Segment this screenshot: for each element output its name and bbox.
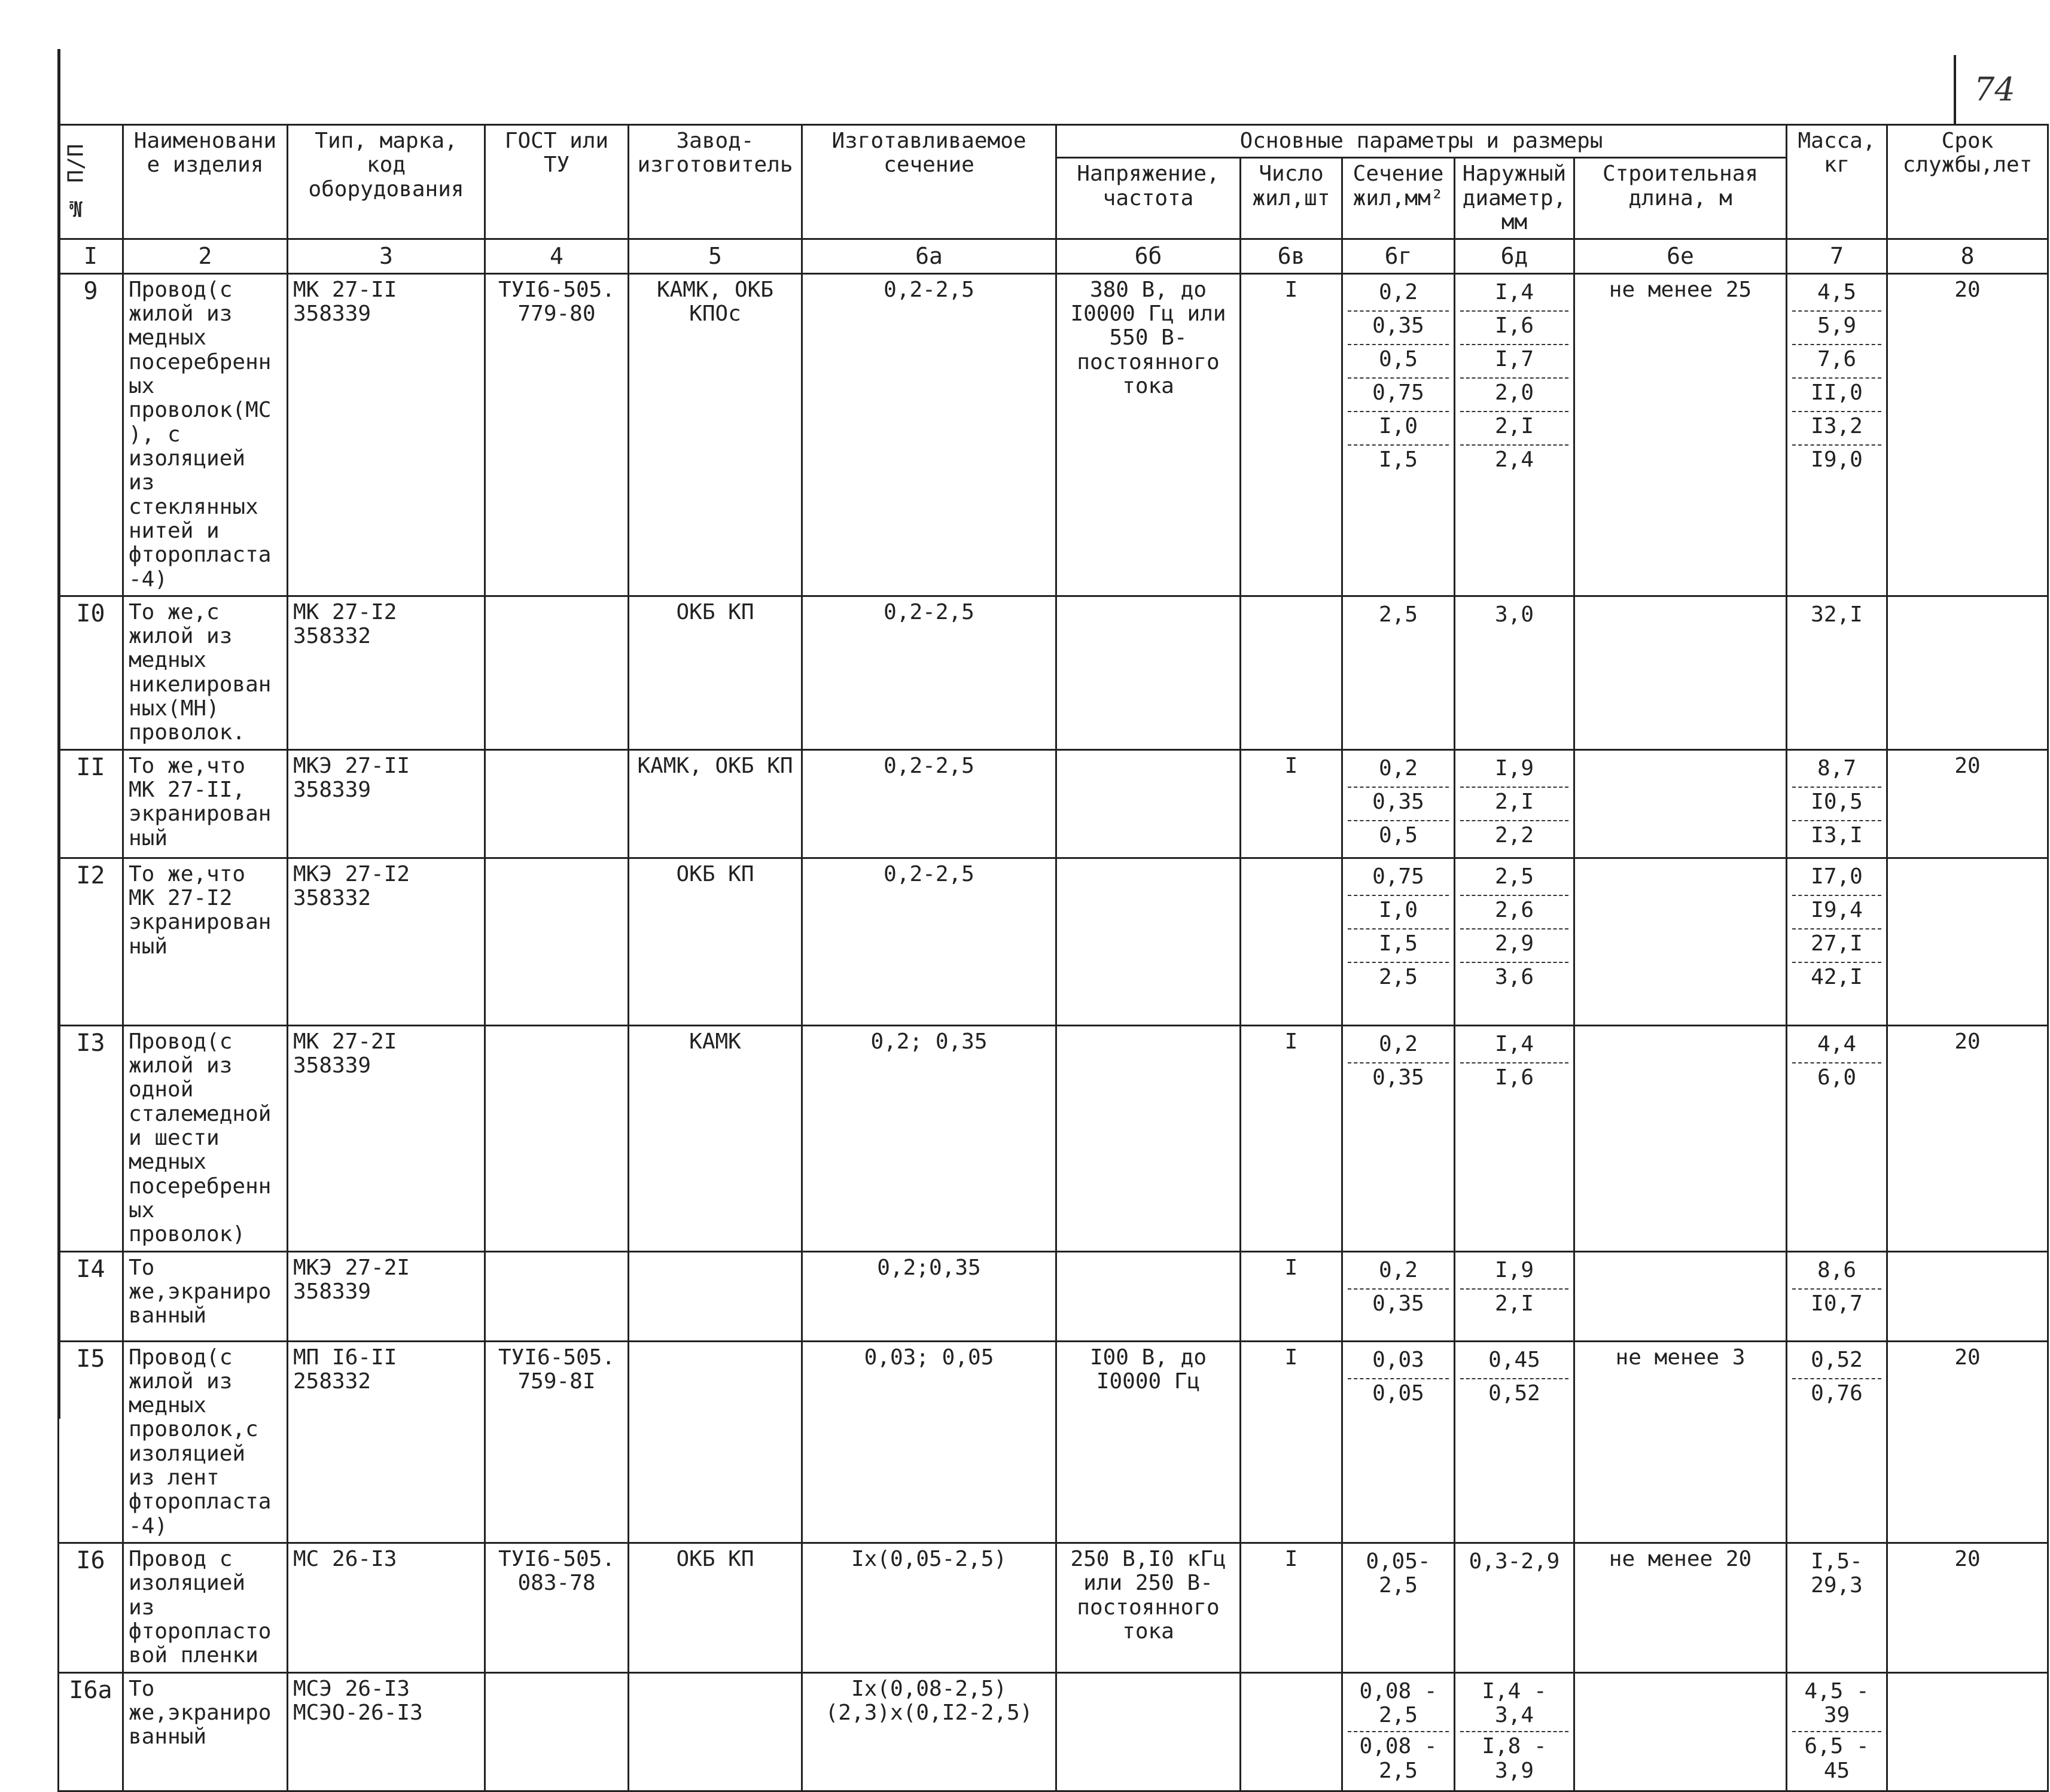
core-section-value: 0,75: [1348, 863, 1449, 896]
core-section: [1342, 1251, 1455, 1341]
mass: [1787, 273, 1887, 596]
outer-diameter-value: 2,0: [1460, 379, 1568, 412]
row-number: I5: [59, 1341, 123, 1543]
product-type-code-line: МСЭ 26-I3: [293, 1676, 410, 1701]
core-section: [1342, 1025, 1455, 1251]
voltage-frequency: 250 В,I0 кГц или 250 В-постоянного тока: [1056, 1543, 1241, 1673]
product-name: Провод(с жилой из одной сталемедной и шести медных посеребренных проволок): [123, 1025, 288, 1251]
outer-diameter-value: 2,6: [1460, 896, 1568, 929]
manufactured-section-line: 0,2-2,5: [884, 861, 974, 886]
product-type-code-line: МК 27-2I 358339: [293, 1029, 397, 1078]
mass-value: I3,2: [1792, 412, 1881, 446]
manufactured-section-line: Iх(0,05-2,5): [851, 1547, 1007, 1572]
service-life: [1887, 596, 2048, 749]
header-col-num: № П/П: [59, 125, 123, 239]
product-type-code: [288, 1672, 485, 1791]
mass-value: I9,4: [1792, 896, 1881, 929]
product-type-code: [288, 1543, 485, 1673]
construction-length: [1574, 1025, 1787, 1251]
col-number: 6д: [1455, 239, 1574, 274]
manufacturer: [629, 1341, 802, 1543]
core-section-value: 0,35: [1348, 788, 1449, 821]
core-section-value: 0,35: [1372, 1291, 1424, 1316]
mass-value: 0,76: [1811, 1380, 1863, 1406]
manufactured-section: [802, 858, 1056, 1025]
mass-value: I3,I: [1811, 822, 1863, 848]
manufactured-section: [802, 1672, 1056, 1791]
product-type-code: [288, 1341, 485, 1543]
mass-value: I0,5: [1792, 788, 1881, 821]
mass-value: I7,0: [1792, 863, 1881, 896]
mass-value: 4,5: [1792, 278, 1881, 312]
col-number: 6в: [1241, 239, 1342, 274]
product-type-code-line: МК 27-I2 358332: [293, 599, 397, 649]
product-type-code-line: МС 26-I3: [293, 1547, 397, 1572]
outer-diameter: [1455, 1672, 1574, 1791]
construction-length: [1574, 596, 1787, 749]
core-count: [1241, 858, 1342, 1025]
product-type-code: [288, 273, 485, 596]
col-number: 6а: [802, 239, 1056, 274]
core-section-value: 0,2: [1348, 754, 1449, 788]
core-section-value: 0,2: [1348, 278, 1449, 312]
core-section-value: 0,5: [1348, 345, 1449, 379]
row-number: I0: [59, 596, 123, 749]
service-life: 20: [1887, 1341, 2048, 1543]
product-type-code-line: МК 27-II 358339: [293, 277, 397, 327]
manufactured-section-line: (2,3)х(0,I2-2,5): [825, 1700, 1033, 1725]
header-col-maker: Завод-изготовитель: [629, 125, 802, 239]
header-col-life: Срок службы,лет: [1887, 125, 2048, 239]
core-count: I: [1241, 749, 1342, 858]
row-number: I3: [59, 1025, 123, 1251]
row-number: II: [59, 749, 123, 858]
outer-diameter-value: 2,5: [1460, 863, 1568, 896]
gost-spec: [485, 749, 629, 858]
outer-diameter-value: I,6: [1494, 1065, 1534, 1090]
core-section: [1342, 273, 1455, 596]
core-section-value: 0,08 - 2,5: [1348, 1677, 1449, 1733]
core-section-value: 0,35: [1372, 1065, 1424, 1090]
col-number: 2: [123, 239, 288, 274]
voltage-frequency: 380 В, до I0000 Гц или 550 В-постоянного тока: [1056, 273, 1241, 596]
service-life: [1887, 1672, 2048, 1791]
row-number: I6а: [59, 1672, 123, 1791]
table-row: [59, 858, 2048, 1025]
mass: [1787, 1543, 1887, 1673]
product-type-code-line: МСЭО-26-I3: [293, 1700, 423, 1725]
outer-diameter-value: 3,0: [1494, 602, 1534, 627]
row-number: 9: [59, 273, 123, 596]
outer-diameter-value: I,4 - 3,4: [1460, 1677, 1568, 1733]
core-section-value: I,5: [1378, 447, 1418, 472]
header-col-outer-diam: Наружный диаметр,мм: [1455, 158, 1574, 239]
manufactured-section: [802, 1251, 1056, 1341]
product-type-code-line: МКЭ 27-I2 358332: [293, 861, 410, 911]
outer-diameter-value: 3,6: [1494, 964, 1534, 989]
core-count: I: [1241, 1251, 1342, 1341]
manufacturer: [629, 1672, 802, 1791]
product-name: То же,что МК 27-II, экранированный: [123, 749, 288, 858]
outer-diameter-value: 0,3-2,9: [1469, 1549, 1560, 1574]
row-number: I2: [59, 858, 123, 1025]
mass: [1787, 1672, 1887, 1791]
outer-diameter: [1455, 1025, 1574, 1251]
mass-value: 7,6: [1792, 345, 1881, 379]
mass-value: 5,9: [1792, 312, 1881, 345]
core-section-value: 0,05: [1372, 1380, 1424, 1406]
product-name: Провод(с жилой из медных проволок,с изоляцией из лент фторопласта-4): [123, 1341, 288, 1543]
row-number: I6: [59, 1543, 123, 1673]
specification-table: [57, 124, 2049, 1792]
gost-spec: ТУI6-505. 083-78: [485, 1543, 629, 1673]
manufacturer: КАМК: [629, 1025, 802, 1251]
gost-spec: [485, 1672, 629, 1791]
core-section-value: 0,75: [1348, 379, 1449, 412]
mass: [1787, 596, 1887, 749]
core-count: I: [1241, 273, 1342, 596]
mass-value: I0,7: [1811, 1291, 1863, 1316]
col-number: 7: [1787, 239, 1887, 274]
manufactured-section: [802, 1543, 1056, 1673]
table-row: [59, 1672, 2048, 1791]
header-col-mass: Масса, кг: [1787, 125, 1887, 239]
gost-spec: [485, 596, 629, 749]
col-number: 4: [485, 239, 629, 274]
mass-value: 32,I: [1811, 602, 1863, 627]
manufacturer: [629, 1251, 802, 1341]
table-body: [59, 273, 2048, 1791]
core-count: I: [1241, 1341, 1342, 1543]
core-count: [1241, 1672, 1342, 1791]
voltage-frequency: [1056, 596, 1241, 749]
construction-length: [1574, 1251, 1787, 1341]
mass-value: II,0: [1792, 379, 1881, 412]
service-life: [1887, 858, 2048, 1025]
manufactured-section-line: 0,2; 0,35: [870, 1029, 988, 1054]
manufactured-section-line: 0,2-2,5: [884, 599, 974, 624]
product-type-code: [288, 749, 485, 858]
mass: [1787, 1025, 1887, 1251]
outer-diameter-value: 0,52: [1488, 1380, 1540, 1406]
core-section-value: 0,05-2,5: [1366, 1549, 1431, 1598]
outer-diameter-value: 2,9: [1460, 929, 1568, 963]
manufacturer: ОКБ КП: [629, 596, 802, 749]
outer-diameter: [1455, 749, 1574, 858]
outer-diameter-value: I,8 - 3,9: [1482, 1734, 1547, 1783]
header-col-cores: Число жил,шт: [1241, 158, 1342, 239]
outer-diameter-value: I,4: [1460, 1030, 1568, 1063]
table-row: [59, 749, 2048, 858]
mass-value: 27,I: [1792, 929, 1881, 963]
col-number: 5: [629, 239, 802, 274]
gost-spec: [485, 858, 629, 1025]
core-section-value: I,0: [1348, 412, 1449, 446]
header-col-voltage: Напряжение, частота: [1056, 158, 1241, 239]
outer-diameter: [1455, 858, 1574, 1025]
mass: [1787, 1251, 1887, 1341]
manufacturer: КАМК, ОКБ КПОс: [629, 273, 802, 596]
table-row: [59, 1543, 2048, 1673]
service-life: 20: [1887, 1025, 2048, 1251]
mass-value: I9,0: [1811, 447, 1863, 472]
voltage-frequency: [1056, 749, 1241, 858]
col-number: 8: [1887, 239, 2048, 274]
core-section: [1342, 749, 1455, 858]
outer-diameter-value: I,6: [1460, 312, 1568, 345]
construction-length: [1574, 749, 1787, 858]
mass-value: I,5-29,3: [1811, 1549, 1863, 1598]
manufacturer: КАМК, ОКБ КП: [629, 749, 802, 858]
manufacturer: ОКБ КП: [629, 858, 802, 1025]
service-life: 20: [1887, 273, 2048, 596]
mass-value: 42,I: [1811, 964, 1863, 989]
table-row: [59, 596, 2048, 749]
outer-diameter: [1455, 1251, 1574, 1341]
construction-length: [1574, 1672, 1787, 1791]
product-type-code: [288, 858, 485, 1025]
outer-diameter-value: I,9: [1460, 1256, 1568, 1290]
manufactured-section: [802, 1341, 1056, 1543]
mass-value: 4,5 - 39: [1792, 1677, 1881, 1733]
core-section: [1342, 1341, 1455, 1543]
table-row: [59, 1025, 2048, 1251]
manufactured-section: [802, 749, 1056, 858]
mass-value: 8,7: [1792, 754, 1881, 788]
product-name: То же,экранированный: [123, 1251, 288, 1341]
gost-spec: [485, 1025, 629, 1251]
voltage-frequency: [1056, 1025, 1241, 1251]
col-number: 6е: [1574, 239, 1787, 274]
gost-spec: ТУI6-505. 779-80: [485, 273, 629, 596]
voltage-frequency: [1056, 1672, 1241, 1791]
construction-length: не менее 3: [1574, 1341, 1787, 1543]
product-type-code: [288, 1025, 485, 1251]
mass-value: 8,6: [1792, 1256, 1881, 1290]
core-section: [1342, 1672, 1455, 1791]
outer-diameter: [1455, 273, 1574, 596]
core-section-value: 0,2: [1348, 1030, 1449, 1063]
core-count: [1241, 596, 1342, 749]
core-section-value: I,0: [1348, 896, 1449, 929]
manufactured-section-line: 0,2-2,5: [884, 753, 974, 778]
col-number: I: [59, 239, 123, 274]
mass-value: 6,5 - 45: [1804, 1734, 1869, 1783]
product-type-code-line: МКЭ 27-II 358339: [293, 753, 410, 803]
table-row: [59, 1341, 2048, 1543]
manufactured-section: [802, 273, 1056, 596]
construction-length: [1574, 858, 1787, 1025]
core-count: I: [1241, 1543, 1342, 1673]
core-section: [1342, 596, 1455, 749]
row-number: I4: [59, 1251, 123, 1341]
gost-spec: [485, 1251, 629, 1341]
product-name: То же,что МК 27-I2 экранированный: [123, 858, 288, 1025]
mass-value: 0,52: [1792, 1346, 1881, 1379]
header-row-1: [59, 125, 2048, 158]
product-name: То же,экранированный: [123, 1672, 288, 1791]
mass-value: 6,0: [1817, 1065, 1857, 1090]
construction-length: не менее 25: [1574, 273, 1787, 596]
outer-diameter: [1455, 1543, 1574, 1673]
outer-diameter-value: I,4: [1460, 278, 1568, 312]
mass: [1787, 858, 1887, 1025]
outer-diameter-value: 0,45: [1460, 1346, 1568, 1379]
core-section-value: I,5: [1348, 929, 1449, 963]
product-name: Провод с изоляцией из фторопластовой пленки: [123, 1543, 288, 1673]
mass: [1787, 1341, 1887, 1543]
outer-diameter-value: 2,I: [1494, 1291, 1534, 1316]
mass-value: 4,4: [1792, 1030, 1881, 1063]
outer-diameter: [1455, 596, 1574, 749]
header-group-params: Основные параметры и размеры: [1056, 125, 1787, 158]
voltage-frequency: [1056, 858, 1241, 1025]
voltage-frequency: [1056, 1251, 1241, 1341]
product-type-code-line: МКЭ 27-2I 358339: [293, 1255, 410, 1304]
core-count: I: [1241, 1025, 1342, 1251]
manufactured-section-line: 0,03; 0,05: [864, 1345, 994, 1370]
core-section: [1342, 858, 1455, 1025]
core-section-value: 0,2: [1348, 1256, 1449, 1290]
header-col-length: Строительная длина, м: [1574, 158, 1787, 239]
table-row: [59, 273, 2048, 596]
manufactured-section: [802, 596, 1056, 749]
col-number: 6г: [1342, 239, 1455, 274]
service-life: 20: [1887, 1543, 2048, 1673]
table-row: [59, 1251, 2048, 1341]
product-name: Провод(с жилой из медных посеребренных проволок(МС), с изоляцией из стеклянных нитей и фторопласта-4): [123, 273, 288, 596]
product-type-code-line: МП I6-II 258332: [293, 1345, 397, 1394]
mass: [1787, 749, 1887, 858]
core-section: [1342, 1543, 1455, 1673]
outer-diameter-value: 2,I: [1460, 412, 1568, 446]
column-number-row: [59, 239, 2048, 274]
product-type-code: [288, 1251, 485, 1341]
outer-diameter-value: 2,4: [1494, 447, 1534, 472]
page-number: 74: [1974, 71, 2015, 108]
core-section-value: 2,5: [1378, 964, 1418, 989]
manufactured-section-line: 0,2-2,5: [884, 277, 974, 302]
header-col-core-section: Сечение жил,мм²: [1342, 158, 1455, 239]
manufacturer: ОКБ КП: [629, 1543, 802, 1673]
product-type-code: [288, 596, 485, 749]
manufactured-section-line: 0,2;0,35: [877, 1255, 981, 1280]
core-section-value: 0,08 - 2,5: [1359, 1734, 1437, 1783]
manufactured-section: [802, 1025, 1056, 1251]
header-col-type: Тип, марка, код оборудования: [288, 125, 485, 239]
col-number: 3: [288, 239, 485, 274]
construction-length: не менее 20: [1574, 1543, 1787, 1673]
col-number: 6б: [1056, 239, 1241, 274]
header-col-name: Наименование изделия: [123, 125, 288, 239]
service-life: 20: [1887, 749, 2048, 858]
gost-spec: ТУI6-505. 759-8I: [485, 1341, 629, 1543]
core-section-value: 0,35: [1348, 312, 1449, 345]
core-section-value: 0,5: [1378, 822, 1418, 848]
voltage-frequency: I00 В, до I0000 Гц: [1056, 1341, 1241, 1543]
product-name: То же,с жилой из медных никелированных(МН) проволок.: [123, 596, 288, 749]
manufactured-section-line: Iх(0,08-2,5): [851, 1676, 1007, 1701]
header-col-gost: ГОСТ или ТУ: [485, 125, 629, 239]
header-col-section: Изготавливаемое сечение: [802, 125, 1056, 239]
outer-diameter-value: I,9: [1460, 754, 1568, 788]
core-section-value: 2,5: [1378, 602, 1418, 627]
outer-diameter-value: I,7: [1460, 345, 1568, 379]
core-section-value: 0,03: [1348, 1346, 1449, 1379]
service-life: [1887, 1251, 2048, 1341]
outer-diameter-value: 2,I: [1460, 788, 1568, 821]
page-number-divider: [1954, 55, 1956, 126]
outer-diameter-value: 2,2: [1494, 822, 1534, 848]
outer-diameter: [1455, 1341, 1574, 1543]
